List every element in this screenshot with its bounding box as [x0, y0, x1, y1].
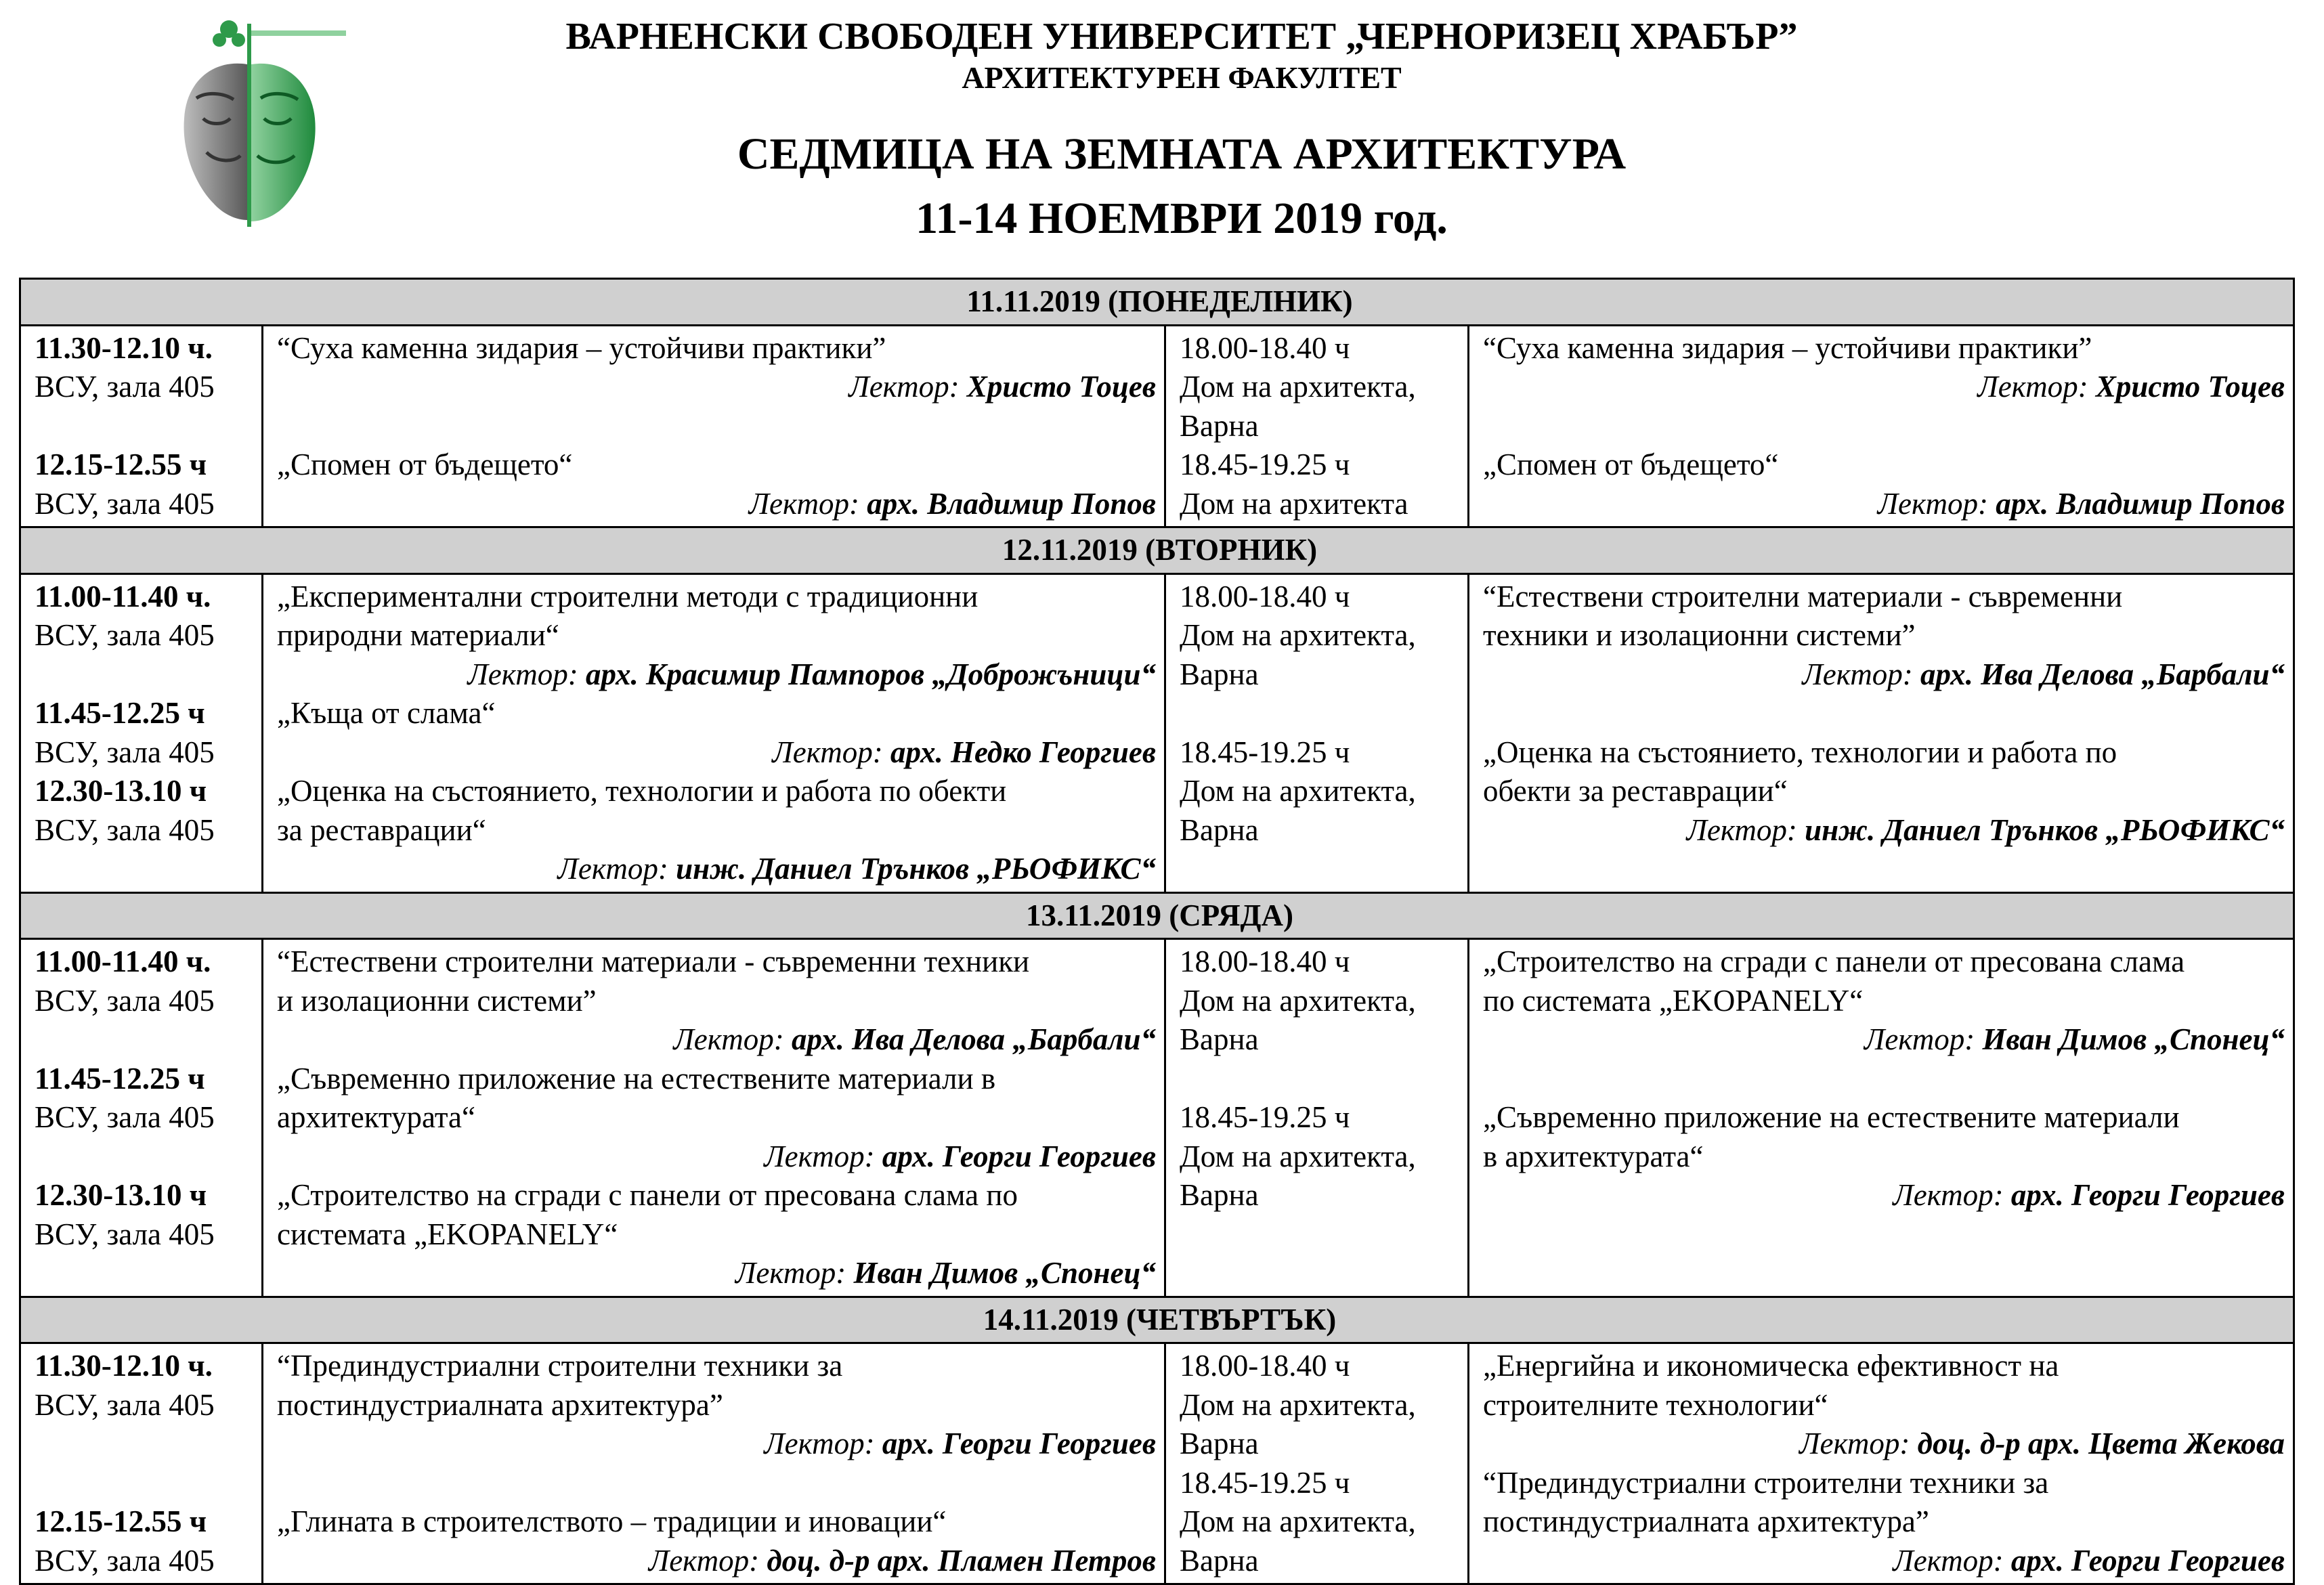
venue-cell	[20, 325, 263, 527]
time-slot: 18.00-18.40 ч	[1180, 579, 1350, 613]
text-line: „Строителство на сгради с панели от пресована слама	[1483, 945, 2185, 978]
lecture-cell	[1469, 325, 2294, 527]
venue-cell	[20, 939, 263, 1297]
event-title: СЕДМИЦА НА ЗЕМНАТА АРХИТЕКТУРА	[737, 129, 1627, 179]
text-line: Дом на архитекта,	[1180, 1139, 1416, 1173]
blank-line	[1483, 1215, 2285, 1255]
lecturer-prefix: Лектор:	[1893, 1178, 2004, 1212]
venue-cell	[1165, 325, 1469, 527]
lecturer-prefix: Лектор:	[673, 1022, 784, 1056]
lecturer-line	[277, 733, 1156, 773]
blank-line	[1180, 1254, 1459, 1293]
schedule-table	[19, 278, 2295, 1585]
lecturer-name: арх. Ива Делова „Барбали“	[791, 1022, 1156, 1056]
lecturer-name: арх. Владимир Попов	[1996, 486, 2285, 521]
lecturer-line	[277, 485, 1156, 524]
blank-line	[1180, 694, 1459, 733]
lecturer-name: арх. Георги Георгиев	[882, 1139, 1156, 1173]
blank-line	[35, 850, 253, 889]
text-line: „Съвременно приложение на естествените материали в	[277, 1061, 996, 1095]
text-line: Дом на архитекта	[1180, 486, 1408, 521]
lecturer-line	[277, 368, 1156, 407]
day-header: 11.11.2019 (ПОНЕДЕЛНИК)	[20, 279, 2294, 326]
lecturer-name: арх. Недко Георгиев	[890, 735, 1156, 769]
time-slot: 11.45-12.25 ч	[35, 1061, 205, 1095]
text-line: ВСУ, зала 405	[35, 735, 215, 769]
lecturer-line	[277, 1020, 1156, 1060]
lecturer-prefix: Лектор:	[772, 735, 883, 769]
blank-line	[35, 1425, 253, 1464]
text-line: Варна	[1180, 1022, 1259, 1056]
time-slot: 11.30-12.10 ч.	[35, 330, 213, 365]
blank-line	[35, 655, 253, 695]
blank-line	[277, 407, 1156, 446]
lecturer-name: арх. Красимир Пампоров „Доброжъници“	[585, 657, 1156, 691]
lecturer-name: инж. Даниел Трънков „РЬОФИКС“	[676, 852, 1156, 886]
blank-line	[1483, 1254, 2285, 1293]
venue-cell	[1165, 1343, 1469, 1584]
text-line: и изолационни системи”	[277, 983, 597, 1018]
text-line: „Къща от слама“	[277, 696, 496, 730]
time-slot: 18.00-18.40 ч	[1180, 1349, 1350, 1383]
text-line: „Оценка на състоянието, технологии и работа по обекти	[277, 774, 1007, 808]
time-slot: 18.00-18.40 ч	[1180, 330, 1350, 365]
text-line: системата „EKOPANELY“	[277, 1217, 618, 1251]
text-line: ВСУ, зала 405	[35, 983, 215, 1018]
day-header-row	[20, 279, 2294, 326]
text-line: “Естествени строителни материали - съвременни техники	[277, 945, 1030, 978]
text-line: „Спомен от бъдещето“	[277, 448, 573, 481]
text-line: строителните технологии“	[1483, 1387, 1828, 1422]
blank-line	[35, 1254, 253, 1293]
lecturer-prefix: Лектор:	[848, 370, 960, 404]
text-line: природни материали“	[277, 618, 559, 652]
day-header-row	[20, 1297, 2294, 1343]
text-line: Варна	[1180, 1543, 1259, 1578]
blank-line	[1180, 850, 1459, 889]
lecture-cell	[1469, 573, 2294, 892]
time-slot: 11.30-12.10 ч.	[35, 1349, 213, 1383]
text-line: Варна	[1180, 812, 1259, 847]
blank-line	[35, 1020, 253, 1060]
university-logo	[149, 17, 352, 234]
time-slot: 18.45-19.25 ч	[1180, 1100, 1350, 1134]
text-line: “Прединдустриални строителни техники за	[277, 1349, 843, 1383]
university-name: ВАРНЕНСКИ СВОБОДЕН УНИВЕРСИТЕТ „ЧЕРНОРИЗЕЦ ХРАБЪР”	[565, 16, 1798, 58]
lecturer-prefix: Лектор:	[648, 1543, 760, 1578]
lecturer-name: Иван Димов „Спонец“	[853, 1256, 1156, 1290]
time-slot: 11.00-11.40 ч.	[35, 945, 211, 978]
text-line: ВСУ, зала 405	[35, 1217, 215, 1251]
day-header-row	[20, 527, 2294, 574]
text-line: „Спомен от бъдещето“	[1483, 448, 1779, 481]
text-line: “Естествени строителни материали - съвременни	[1483, 579, 2123, 613]
blank-line	[277, 1464, 1156, 1503]
lecture-cell	[1469, 1343, 2294, 1584]
text-line: Дом на архитекта,	[1180, 1504, 1416, 1538]
lecture-cell	[263, 939, 1165, 1297]
time-slot: 11.00-11.40 ч.	[35, 579, 211, 613]
text-line: ВСУ, зала 405	[35, 812, 215, 847]
lecturer-name: арх. Георги Георгиев	[882, 1427, 1156, 1460]
lecture-cell	[263, 1343, 1165, 1584]
lecturer-name: Христо Тоцев	[966, 370, 1156, 404]
lecturer-line	[1483, 1176, 2285, 1215]
text-line: „Оценка на състоянието, технологии и работа по	[1483, 735, 2117, 769]
blank-line	[1180, 1060, 1459, 1099]
time-slot: 12.15-12.55 ч	[35, 1504, 207, 1538]
day-sessions-row	[20, 939, 2294, 1297]
venue-cell	[20, 1343, 263, 1584]
time-slot: 18.45-19.25 ч	[1180, 735, 1350, 769]
text-line: ВСУ, зала 405	[35, 370, 215, 404]
time-slot: 12.15-12.55 ч	[35, 448, 207, 481]
lecturer-name: арх. Георги Георгиев	[2010, 1178, 2285, 1212]
day-header: 14.11.2019 (ЧЕТВЪРТЪК)	[20, 1297, 2294, 1343]
blank-line	[35, 407, 253, 446]
lecturer-line	[1483, 655, 2285, 695]
time-slot: 12.30-13.10 ч	[35, 774, 207, 808]
text-line: Дом на архитекта,	[1180, 618, 1416, 652]
lecturer-name: арх. Георги Георгиев	[2010, 1543, 2285, 1578]
lecturer-prefix: Лектор:	[764, 1427, 875, 1460]
text-line: „Енергийна и икономическа ефективност на	[1483, 1349, 2059, 1383]
text-line: Дом на архитекта,	[1180, 983, 1416, 1018]
lecture-cell	[263, 325, 1165, 527]
lecturer-name: арх. Ива Делова „Барбали“	[1920, 657, 2285, 691]
lecturer-line	[277, 1137, 1156, 1177]
faculty-name: АРХИТЕКТУРЕН ФАКУЛТЕТ	[962, 60, 1402, 95]
lecturer-line	[1483, 485, 2285, 524]
lecturer-prefix: Лектор:	[748, 486, 859, 521]
time-slot: 18.45-19.25 ч	[1180, 448, 1350, 481]
text-line: Варна	[1180, 1427, 1259, 1460]
lecturer-name: инж. Даниел Трънков „РЬОФИКС“	[1805, 812, 2285, 847]
lecture-cell	[263, 573, 1165, 892]
day-sessions-row	[20, 325, 2294, 527]
lecturer-prefix: Лектор:	[1802, 657, 1913, 691]
lecturer-prefix: Лектор:	[1686, 812, 1797, 847]
text-line: обекти за реставрации“	[1483, 774, 1788, 808]
lecturer-line	[1483, 1020, 2285, 1060]
text-line: „Глината в строителството – традиции и иновации“	[277, 1504, 947, 1538]
day-header: 12.11.2019 (ВТОРНИК)	[20, 527, 2294, 574]
day-sessions-row	[20, 1343, 2294, 1584]
lecturer-line	[277, 655, 1156, 695]
text-line: по системата „EKOPANELY“	[1483, 983, 1864, 1018]
lecturer-prefix: Лектор:	[1893, 1543, 2004, 1578]
text-line: “Суха каменна зидария – устойчиви практики”	[277, 330, 886, 365]
lecturer-name: доц. д-р арх. Цвета Жекова	[1917, 1427, 2285, 1460]
text-line: ВСУ, зала 405	[35, 1100, 215, 1134]
lecturer-line	[277, 1425, 1156, 1464]
text-line: ВСУ, зала 405	[35, 618, 215, 652]
blank-line	[35, 1464, 253, 1503]
event-dates: 11-14 НОЕМВРИ 2019 год.	[916, 194, 1448, 243]
day-header-row	[20, 892, 2294, 939]
lecturer-name: Иван Димов „Спонец“	[1982, 1022, 2285, 1056]
text-line: Варна	[1180, 408, 1259, 443]
lecturer-prefix: Лектор:	[735, 1256, 846, 1290]
lecturer-line	[1483, 1425, 2285, 1464]
blank-line	[1180, 1215, 1459, 1255]
blank-line	[1483, 850, 2285, 889]
text-line: Дом на архитекта,	[1180, 1387, 1416, 1422]
lecturer-prefix: Лектор:	[557, 852, 668, 886]
lecturer-name: Христо Тоцев	[2095, 370, 2285, 404]
lecturer-line	[1483, 368, 2285, 407]
lecturer-prefix: Лектор:	[467, 657, 578, 691]
text-line: постиндустриалната архитектура”	[277, 1387, 723, 1422]
time-slot: 18.00-18.40 ч	[1180, 945, 1350, 978]
text-line: Дом на архитекта,	[1180, 370, 1416, 404]
lecturer-prefix: Лектор:	[1977, 370, 2088, 404]
lecturer-prefix: Лектор:	[1877, 486, 1988, 521]
lecturer-line	[1483, 811, 2285, 850]
blank-line	[1483, 694, 2285, 733]
text-line: ВСУ, зала 405	[35, 1543, 215, 1578]
venue-cell	[1165, 573, 1469, 892]
text-line: Дом на архитекта,	[1180, 774, 1416, 808]
lecturer-name: арх. Владимир Попов	[867, 486, 1156, 521]
venue-cell	[20, 573, 263, 892]
text-line: „Съвременно приложение на естествените материали	[1483, 1100, 2180, 1134]
text-line: постиндустриалната архитектура”	[1483, 1504, 1929, 1538]
blank-line	[1483, 407, 2285, 446]
blank-line	[35, 1137, 253, 1177]
lecturer-prefix: Лектор:	[1864, 1022, 1975, 1056]
text-line: техники и изолационни системи”	[1483, 618, 1916, 652]
lecturer-line	[1483, 1542, 2285, 1581]
text-line: „Строителство на сгради с панели от пресована слама по	[277, 1178, 1018, 1212]
day-sessions-row	[20, 573, 2294, 892]
lecture-cell	[1469, 939, 2294, 1297]
time-slot: 18.45-19.25 ч	[1180, 1465, 1350, 1500]
text-line: в архитектурата“	[1483, 1139, 1704, 1173]
text-line: архитектурата“	[277, 1100, 476, 1134]
text-line: ВСУ, зала 405	[35, 1387, 215, 1422]
text-line: “Прединдустриални строителни техники за	[1483, 1465, 2049, 1500]
lecturer-prefix: Лектор:	[1799, 1427, 1910, 1460]
lecturer-line	[277, 850, 1156, 889]
text-line: Варна	[1180, 657, 1259, 691]
lecturer-line	[277, 1542, 1156, 1581]
blank-line	[1483, 1060, 2285, 1099]
text-line: “Суха каменна зидария – устойчиви практики”	[1483, 330, 2092, 365]
text-line: за реставрации“	[277, 812, 486, 847]
time-slot: 12.30-13.10 ч	[35, 1178, 207, 1212]
day-header: 13.11.2019 (СРЯДА)	[20, 892, 2294, 939]
venue-cell	[1165, 939, 1469, 1297]
text-line: „Експериментални строителни методи с традиционни	[277, 579, 978, 613]
lecturer-name: доц. д-р арх. Пламен Петров	[767, 1543, 1156, 1578]
text-line: Варна	[1180, 1178, 1259, 1212]
lecturer-line	[277, 1254, 1156, 1293]
lecturer-prefix: Лектор:	[764, 1139, 875, 1173]
time-slot: 11.45-12.25 ч	[35, 696, 205, 730]
text-line: ВСУ, зала 405	[35, 486, 215, 521]
